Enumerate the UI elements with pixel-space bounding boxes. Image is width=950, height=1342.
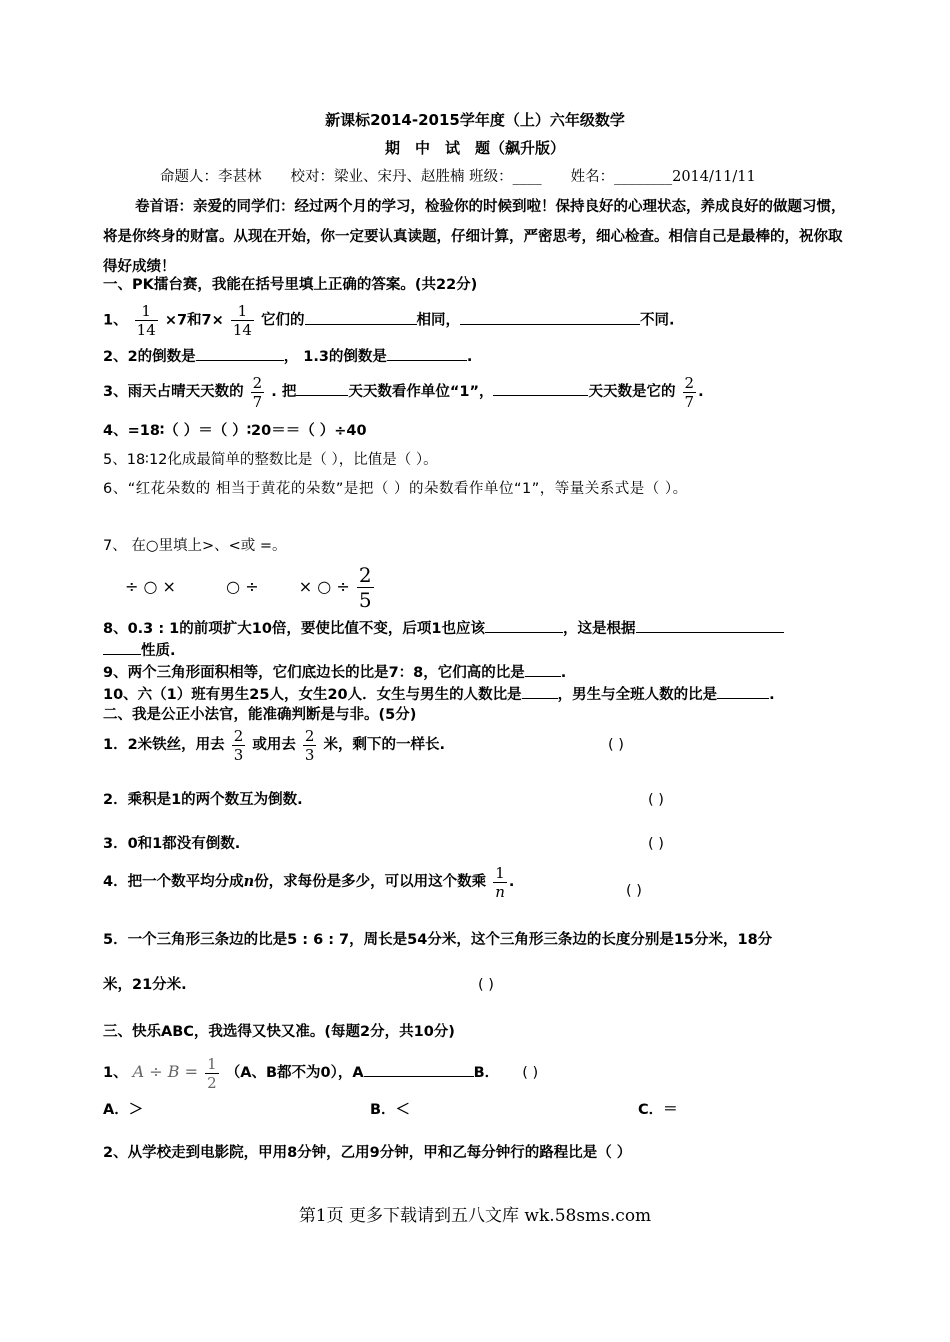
s1-q1-text-c: 它们的 bbox=[261, 312, 305, 329]
s1-question-10 bbox=[103, 683, 775, 705]
s1-q8-text-a: 8、0.3 : 1的前项扩大10倍，要使比值不变，后项1也应该 bbox=[103, 621, 486, 637]
s1-q1-text-d: 相同， bbox=[416, 312, 461, 329]
fraction-one-fourteenth: $\frac{1}{14}$ bbox=[136, 302, 156, 339]
s2-question-5: 5．一个三角形三条边的比是5 : 6 : 7，周长是54分米，这个三角形三条边的长度分别是15分米，18分 bbox=[103, 932, 773, 948]
s1-question-8 bbox=[103, 617, 784, 639]
s1-question-9 bbox=[103, 661, 566, 683]
fraction-one-half: $\frac{1}{2}$ bbox=[207, 1054, 217, 1092]
s1-q8-text-b: ，这是根据 bbox=[563, 621, 636, 637]
s2-question-3: 3．0和1都没有倒数. bbox=[103, 836, 241, 852]
preface-paragraph: 卷首语：亲爱的同学们：经过两个月的学习，检验你的时候到啦！保持良好的心理状态，养成良好的做题习惯，将是你终身的财富。从现在开始，你一定要认真读题，仔细计算，严密思考，细心检查。相信自己是最棒的，祝你取得好成绩！ bbox=[103, 199, 846, 275]
s1-q3-text-e: . bbox=[698, 384, 704, 400]
s2-question-2: 2．乘积是1的两个数互为倒数. bbox=[103, 792, 303, 808]
option-c[interactable]: C．＝ bbox=[638, 1102, 678, 1118]
answer-blank[interactable] bbox=[364, 1061, 474, 1077]
page-footer: 第1页 更多下载请到五八文库 wk.58sms.com bbox=[298, 1206, 652, 1226]
judgment-paren[interactable]: ( ) bbox=[626, 883, 642, 899]
compare-expression-3: × ○ ÷ bbox=[298, 577, 350, 596]
s1-q2-text-a: 2、2的倒数是 bbox=[103, 349, 196, 365]
s1-question-8-cont bbox=[103, 639, 176, 661]
s3-q1-text-c: B． bbox=[473, 1065, 500, 1081]
s1-q1-text-b: ×7和7× bbox=[164, 312, 224, 329]
s1-question-2 bbox=[103, 345, 472, 367]
exam-title: 新课标2014-2015学年度（上）六年级数学 bbox=[325, 111, 625, 129]
s1-q3-text-c: 天天数看作单位“1”， bbox=[348, 384, 494, 400]
s2-q4-text-c: . bbox=[508, 874, 515, 890]
s2-q4-text-a: 4．把一个数平均分成 bbox=[103, 874, 244, 890]
division-expression: A ÷ B = bbox=[132, 1062, 199, 1081]
s1-q10-text-b: ，男生与全班人数的比是 bbox=[557, 687, 718, 703]
s2-question-5-cont: 米，21分米. bbox=[103, 977, 187, 993]
section2-heading: 二、我是公正小法官，能准确判断是与非。(5分) bbox=[103, 707, 417, 723]
s2-question-4 bbox=[103, 860, 514, 904]
compare-expression-1: ÷ ○ × bbox=[125, 577, 176, 596]
fraction-two-fifths: $\frac{2}{5}$ bbox=[358, 563, 372, 612]
answer-blank[interactable] bbox=[296, 380, 348, 396]
s1-q10-text-a: 10、六（1）班有男生25人，女生20人．女生与男生的人数比是 bbox=[103, 687, 522, 703]
s1-question-4: 4、=18∶（ ）＝（ ）∶20＝＝（ ）÷40 bbox=[103, 423, 367, 439]
judgment-paren[interactable]: ( ) bbox=[608, 737, 624, 753]
answer-blank[interactable] bbox=[196, 345, 284, 361]
variable-n: n bbox=[243, 873, 255, 890]
fraction-one-fourteenth-2: $\frac{1}{14}$ bbox=[232, 302, 252, 339]
fraction-two-thirds-2: $\frac{2}{3}$ bbox=[304, 726, 315, 764]
exam-info-line: 命题人：李甚林 校对：梁业、宋丹、赵胜楠 班级：____ 姓名：________2014/11/11 bbox=[160, 169, 756, 185]
choice-paren[interactable]: ( ) bbox=[522, 1065, 539, 1081]
s1-q3-text-a: 3、雨天占晴天天数的 bbox=[103, 384, 244, 400]
s1-question-1 bbox=[103, 302, 675, 339]
s1-q9-text-a: 9、两个三角形面积相等，它们底边长的比是7：8，它们高的比是 bbox=[103, 665, 525, 681]
answer-blank[interactable] bbox=[717, 683, 769, 699]
s3-question-2: 2、从学校走到电影院，甲用8分钟，乙用9分钟，甲和乙每分钟行的路程比是（ ） bbox=[103, 1145, 632, 1161]
compare-expression-2: ○ ÷ bbox=[226, 577, 259, 596]
answer-blank[interactable] bbox=[485, 617, 563, 633]
section3-heading: 三、快乐ABC，我选得又快又准。(每题2分，共10分) bbox=[103, 1024, 455, 1040]
judgment-paren[interactable]: ( ) bbox=[648, 792, 664, 808]
s2-q1-text-b: 或用去 bbox=[252, 737, 296, 753]
judgment-paren[interactable]: ( ) bbox=[478, 977, 494, 993]
s1-q3-text-d: 天天数是它的 bbox=[588, 384, 676, 400]
answer-blank[interactable] bbox=[103, 639, 141, 655]
s1-q3-text-b: . 把 bbox=[271, 384, 297, 400]
section1-heading: 一、PK擂台赛，我能在括号里填上正确的答案。(共22分) bbox=[103, 277, 478, 293]
judgment-paren[interactable]: ( ) bbox=[648, 836, 664, 852]
s1-question-3 bbox=[103, 372, 704, 412]
answer-blank[interactable] bbox=[305, 309, 417, 325]
s1-question-6: 6、“红花朵数的 相当于黄花的朵数”是把（ ）的朵数看作单位“1”，等量关系式是（ ）。 bbox=[103, 481, 688, 497]
answer-blank[interactable] bbox=[525, 661, 561, 677]
s2-q1-text-c: 米，剩下的一样长. bbox=[323, 737, 446, 753]
answer-blank[interactable] bbox=[636, 617, 784, 633]
s2-q1-text-a: 1．2米铁丝，用去 bbox=[103, 737, 225, 753]
answer-blank[interactable] bbox=[493, 380, 588, 396]
s1-q1-text-e: 不同. bbox=[640, 312, 675, 329]
fraction-one-over-n: $\frac{1}{n}$ bbox=[495, 863, 505, 901]
s2-q4-text-b: 份，求每份是多少，可以用这个数乘 bbox=[254, 874, 487, 890]
option-a[interactable]: A．＞ bbox=[103, 1102, 144, 1118]
s1-q1-prefix: 1、 bbox=[103, 312, 128, 329]
answer-blank[interactable] bbox=[460, 309, 640, 325]
answer-blank[interactable] bbox=[522, 683, 558, 699]
s1-question-7: 7、 在○里填上>、<或 =。 bbox=[103, 538, 287, 554]
s1-q9-text-b: . bbox=[560, 665, 567, 681]
answer-blank[interactable] bbox=[387, 345, 467, 361]
fraction-two-thirds: $\frac{2}{3}$ bbox=[233, 726, 244, 764]
fraction-two-sevenths: $\frac{2}{7}$ bbox=[252, 373, 263, 411]
s1-q8-text-c: 性质. bbox=[141, 643, 176, 659]
s3-q1-text-b: （A、B都不为0），A bbox=[225, 1065, 364, 1081]
s1-question-5: 5、18∶12化成最简单的整数比是（ ），比值是（ ）。 bbox=[103, 452, 438, 468]
s1-q2-text-b: ， 1.3的倒数是 bbox=[283, 349, 387, 365]
s2-question-1 bbox=[103, 723, 445, 767]
s1-q10-text-c: . bbox=[769, 687, 775, 703]
s3-q1-prefix: 1、 bbox=[103, 1065, 128, 1081]
s1-q2-text-c: . bbox=[466, 349, 473, 365]
fraction-two-sevenths-2: $\frac{2}{7}$ bbox=[684, 373, 695, 411]
option-b[interactable]: B．＜ bbox=[370, 1102, 411, 1118]
exam-subtitle: 期 中 试 题（飙升版） bbox=[384, 139, 565, 157]
s3-question-1 bbox=[103, 1048, 538, 1097]
s1-q7-compare-row bbox=[125, 562, 376, 612]
